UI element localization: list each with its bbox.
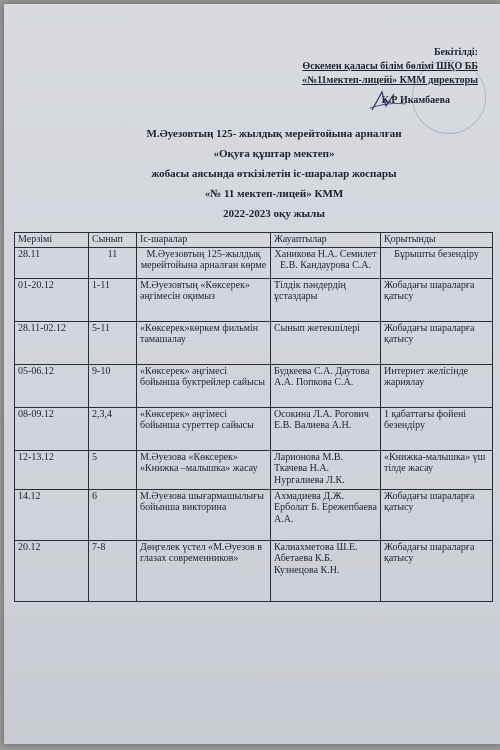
table-row [15,489,493,540]
table-row [15,247,493,278]
cell-grade: 11 [89,247,137,278]
cell-date: 14.12 [15,489,89,540]
cell-grade: 5-11 [89,321,137,364]
cell-responsible: Будкеева С.А. Даутова А.А. Попкова С.А. [271,364,381,407]
cell-result: Жобадағы шараларға қатысу [381,540,493,601]
header-result: Қорытынды [381,233,493,248]
cell-grade: 7-8 [89,540,137,601]
cell-grade: 6 [89,489,137,540]
cell-date: 28.11 [15,247,89,278]
cell-event: М.Әуезова «Көксерек» «Книжка –малышка» жасау [137,450,271,489]
title-line-plan: жобасы аясында өткізілетін іс-шаралар жоспары [151,168,397,180]
cell-date: 12-13.12 [15,450,89,489]
cell-event: Дөңгелек үстел «М.Әуезов в глазах современников» [137,540,271,601]
events-plan-table [14,232,493,602]
title-line-school: «№ 11 мектеп-лицей» КММ [204,188,344,200]
title-line-anniversary: М.Әуезовтың 125- жылдық мерейтойына арналған [146,128,402,140]
approval-signatory: К.Р Икамбаева [381,95,450,106]
cell-grade: 9-10 [89,364,137,407]
cell-date: 05-06.12 [15,364,89,407]
cell-responsible: Сынып жетекшілері [271,321,381,364]
cell-grade: 5 [89,450,137,489]
cell-result: 1 қабаттағы фойені безендіру [381,407,493,450]
cell-event: «Көксерек» әңгімесі бойынша буктрейлер сайысы [137,364,271,407]
cell-event: «Көксерек» әңгімесі бойынша суреттер сайысы [137,407,271,450]
header-event: Іс-шаралар [137,233,271,248]
table-row [15,540,493,601]
plan-title [64,124,484,224]
cell-responsible: Ахмадиева Д.Ж. Ерболат Б. Ережепбаева А.А. [271,489,381,540]
cell-event: «Көксерек»көркем фильмін тамашалау [137,321,271,364]
cell-result: Жобадағы шараларға қатысу [381,489,493,540]
header-grade: Сынып [89,233,137,248]
cell-result: Интернет желісінде жариялау [381,364,493,407]
cell-event: М.Әуезовтың «Көксерек» әңгімесін оқимыз [137,278,271,321]
cell-responsible: Калиахметова Ш.Е. Абетаева К.Б. Кузнецова К.Н. [271,540,381,601]
cell-responsible: Осокина Л.А. Рогович Е.В. Валиева А.Н. [271,407,381,450]
cell-result: Жобадағы шараларға қатысу [381,321,493,364]
table-row [15,407,493,450]
stamp-seal [412,60,486,134]
cell-result: «Книжка-малышка» үш тілде жасау [381,450,493,489]
approval-position: «№11мектеп-лицейі» КММ директоры [302,75,478,86]
cell-event: М.Әуезова шығармашылығы бойынша викторина [137,489,271,540]
title-line-project: «Оқуға құштар мектеп» [213,148,335,160]
approval-organization: Өскемен қаласы білім бөлімі ШҚО ББ [302,61,478,72]
cell-responsible: Ларионова М.В. Ткачева Н.А. Нургалиева Л.К. [271,450,381,489]
header-date: Мерзімі [15,233,89,248]
handwritten-signature [368,88,408,114]
cell-date: 08-09.12 [15,407,89,450]
title-line-year: 2022-2023 оқу жылы [223,208,325,220]
header-responsible: Жауаптылар [271,233,381,248]
cell-date: 01-20.12 [15,278,89,321]
cell-responsible: Ханикова Н.А. Семилет Е.В. Кандаурова С.А. [271,247,381,278]
table-row [15,278,493,321]
cell-grade: 1-11 [89,278,137,321]
cell-responsible: Тілдік пәндердің ұстаздары [271,278,381,321]
cell-result: Жобадағы шараларға қатысу [381,278,493,321]
approval-label: Бекітілді: [433,47,478,58]
cell-date: 20.12 [15,540,89,601]
cell-result: Бұрышты безендіру [381,247,493,278]
cell-date: 28.11-02.12 [15,321,89,364]
document-page [4,4,500,744]
table-row [15,364,493,407]
cell-event: М.Әуезовтың 125-жылдық мерейтойына арналған көрме [137,247,271,278]
table-row [15,321,493,364]
table-row [15,450,493,489]
cell-grade: 2,3,4 [89,407,137,450]
table-header-row [15,233,493,248]
